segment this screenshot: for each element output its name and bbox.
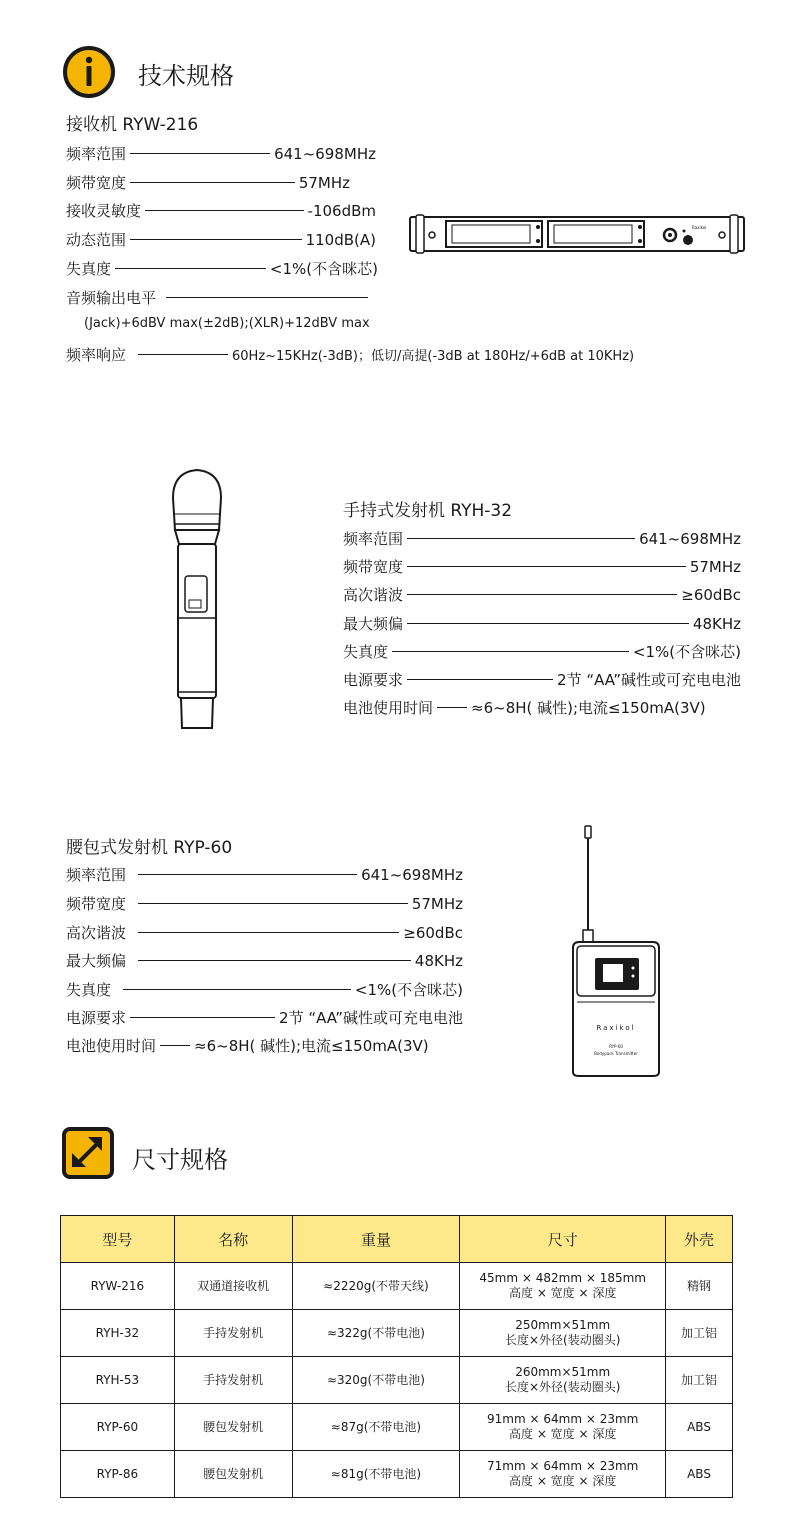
- receiver-title: 接收机 RYW-216: [66, 115, 199, 135]
- spec-value: <1%(不含咪芯): [632, 643, 741, 661]
- spec-label: 电源要求: [343, 671, 404, 689]
- spec-value: 641~698MHz: [639, 529, 741, 548]
- cell-name: 双通道接收机: [174, 1263, 292, 1310]
- receiver-spec-row: [66, 287, 372, 308]
- spec-label: 频率响应: [66, 346, 127, 364]
- spec-label: 最大频偏: [343, 615, 404, 633]
- leader-line: [130, 182, 295, 183]
- handheld-battery-row: [343, 697, 706, 718]
- spec-label: 频率范围: [66, 866, 127, 884]
- table-row: [61, 1404, 733, 1451]
- spec-value: 48KHz: [692, 614, 741, 633]
- handheld-spec-row: [343, 641, 741, 662]
- bodypack-spec-row: [66, 893, 463, 914]
- bodypack-device-image: [565, 822, 665, 1078]
- cell-name: 腰包发射机: [174, 1404, 292, 1451]
- cell-size: [460, 1451, 666, 1498]
- spec-value: 641~698MHz: [274, 144, 376, 163]
- cell-weight: ≈2220g(不带天线): [292, 1263, 460, 1310]
- leader-line: [437, 707, 467, 708]
- size-dimension-labels: 高度 × 宽度 × 深度: [509, 1474, 617, 1488]
- spec-value: ≥60dBc: [403, 923, 463, 942]
- leader-line: [166, 297, 368, 298]
- spec-value: 2节 “AA”碱性或可充电电池: [557, 671, 741, 689]
- spec-label: 频带宽度: [343, 558, 404, 576]
- tech-section-title: 技术规格: [138, 62, 234, 90]
- handheld-title: 手持式发射机 RYH-32: [343, 501, 513, 521]
- spec-label: 电源要求: [66, 1009, 127, 1027]
- spec-value: 57MHz: [689, 557, 741, 576]
- size-dimensions: 71mm × 64mm × 23mm: [487, 1459, 639, 1473]
- bodypack-spec-row: [66, 922, 463, 943]
- leader-line: [115, 268, 266, 269]
- spec-value: 110dB(A): [305, 230, 376, 249]
- leader-line: [138, 960, 411, 961]
- leader-line: [130, 153, 270, 154]
- col-header-weight: 重量: [292, 1216, 460, 1263]
- spec-label: 失真度: [343, 643, 389, 661]
- bodypack-spec-row: [66, 979, 463, 1000]
- spec-label: 最大频偏: [66, 952, 127, 970]
- receiver-spec-row: [66, 258, 378, 279]
- cell-name: 手持发射机: [174, 1357, 292, 1404]
- spec-label: 电池使用时间: [343, 699, 434, 717]
- col-header-model: 型号: [61, 1216, 175, 1263]
- size-dimension-labels: 高度 × 宽度 × 深度: [509, 1286, 617, 1300]
- receiver-brand: Raxikol: [692, 225, 707, 230]
- leader-line: [130, 1017, 275, 1018]
- cell-weight: ≈322g(不带电池): [292, 1310, 460, 1357]
- cell-name: 手持发射机: [174, 1310, 292, 1357]
- bodypack-spec-row: [66, 864, 463, 885]
- table-row: [61, 1451, 733, 1498]
- spec-label: 频率范围: [66, 145, 127, 163]
- receiver-spec-row: [66, 172, 350, 193]
- size-dimension-labels: 长度×外径(装动圈头): [504, 1333, 621, 1347]
- handheld-spec-row: [343, 584, 741, 605]
- freq-response-row: [66, 344, 634, 365]
- leader-line: [407, 679, 553, 680]
- audio-output-detail: (Jack)+6dBV max(±2dB);(XLR)+12dBV max: [84, 316, 370, 331]
- bodypack-title: 腰包式发射机 RYP-60: [66, 838, 233, 858]
- cell-weight: ≈81g(不带电池): [292, 1451, 460, 1498]
- cell-size: [460, 1404, 666, 1451]
- leader-line: [123, 989, 351, 990]
- col-header-size: 尺寸: [460, 1216, 666, 1263]
- spec-value: 2节 “AA”碱性或可充电电池: [279, 1009, 463, 1027]
- bodypack-caption: Bodypack Transmitter: [594, 1051, 638, 1056]
- bodypack-spec-row: [66, 950, 463, 971]
- spec-value: ≈6~8H( 碱性);电流≤150mA(3V): [194, 1037, 429, 1055]
- spec-value: 60Hz~15KHz(-3dB)；低切/高提(-3dB at 180Hz/+6dB at 10KHz): [232, 349, 635, 364]
- spec-label: 频带宽度: [66, 895, 127, 913]
- leader-line: [407, 594, 677, 595]
- spec-label: 失真度: [66, 981, 112, 999]
- expand-arrows-icon: [62, 1127, 114, 1179]
- cell-model: RYH-53: [61, 1357, 175, 1404]
- spec-value: 57MHz: [298, 173, 350, 192]
- size-dimension-labels: 长度×外径(装动圈头): [504, 1380, 621, 1394]
- receiver-spec-row: [66, 200, 376, 221]
- leader-line: [407, 566, 686, 567]
- spec-label: 频率范围: [343, 530, 404, 548]
- table-header-row: [61, 1216, 733, 1263]
- size-table: [60, 1215, 733, 1498]
- leader-line: [138, 932, 399, 933]
- info-icon: [63, 46, 115, 98]
- handheld-spec-row: [343, 613, 741, 634]
- spec-value: <1%(不含咪芯): [354, 981, 463, 999]
- cell-model: RYH-32: [61, 1310, 175, 1357]
- spec-value: 48KHz: [414, 951, 463, 970]
- receiver-spec-row: [66, 143, 376, 164]
- receiver-spec-row: [66, 229, 376, 250]
- spec-label: 高次谐波: [343, 586, 404, 604]
- leader-line: [130, 239, 302, 240]
- spec-value: ≈6~8H( 碱性);电流≤150mA(3V): [471, 699, 706, 717]
- leader-line: [138, 874, 357, 875]
- size-dimensions: 45mm × 482mm × 185mm: [479, 1271, 646, 1285]
- spec-label: 音频输出电平: [66, 289, 157, 307]
- receiver-device-image: [408, 213, 746, 255]
- bodypack-model-label: RYP-60: [609, 1044, 623, 1049]
- cell-shell: 加工铝: [666, 1357, 733, 1404]
- spec-label: 电池使用时间: [66, 1037, 157, 1055]
- spec-value: ≥60dBc: [681, 585, 741, 604]
- spec-value: 57MHz: [411, 894, 463, 913]
- table-row: [61, 1263, 733, 1310]
- leader-line: [407, 538, 635, 539]
- size-dimensions: 250mm×51mm: [515, 1318, 611, 1332]
- handheld-spec-row: [343, 528, 741, 549]
- spec-label: 频带宽度: [66, 174, 127, 192]
- size-section-title: 尺寸规格: [132, 1146, 228, 1174]
- spec-value: <1%(不含咪芯): [269, 260, 378, 278]
- spec-label: 动态范围: [66, 231, 127, 249]
- spec-value: 641~698MHz: [361, 865, 463, 884]
- cell-shell: 加工铝: [666, 1310, 733, 1357]
- size-dimensions: 260mm×51mm: [515, 1365, 611, 1379]
- bodypack-power-row: [66, 1007, 463, 1028]
- cell-weight: ≈87g(不带电池): [292, 1404, 460, 1451]
- cell-shell: 精钢: [666, 1263, 733, 1310]
- table-row: [61, 1310, 733, 1357]
- spec-value: -106dBm: [307, 201, 376, 220]
- leader-line: [145, 210, 304, 211]
- cell-size: [460, 1263, 666, 1310]
- spec-label: 接收灵敏度: [66, 202, 142, 220]
- handheld-power-row: [343, 669, 741, 690]
- cell-size: [460, 1357, 666, 1404]
- cell-weight: ≈320g(不带电池): [292, 1357, 460, 1404]
- spec-label: 高次谐波: [66, 924, 127, 942]
- size-dimensions: 91mm × 64mm × 23mm: [487, 1412, 639, 1426]
- leader-line: [138, 903, 408, 904]
- col-header-name: 名称: [174, 1216, 292, 1263]
- spec-label: 失真度: [66, 260, 112, 278]
- table-row: [61, 1357, 733, 1404]
- handheld-mic-image: [165, 468, 229, 732]
- leader-line: [407, 623, 689, 624]
- leader-line: [138, 354, 228, 355]
- bodypack-brand: Raxikol: [596, 1024, 636, 1032]
- leader-line: [160, 1045, 190, 1046]
- handheld-spec-row: [343, 556, 741, 577]
- cell-shell: ABS: [666, 1404, 733, 1451]
- leader-line: [392, 651, 629, 652]
- cell-shell: ABS: [666, 1451, 733, 1498]
- cell-model: RYP-86: [61, 1451, 175, 1498]
- cell-name: 腰包发射机: [174, 1451, 292, 1498]
- cell-model: RYW-216: [61, 1263, 175, 1310]
- cell-size: [460, 1310, 666, 1357]
- col-header-shell: 外壳: [666, 1216, 733, 1263]
- size-dimension-labels: 高度 × 宽度 × 深度: [509, 1427, 617, 1441]
- bodypack-battery-row: [66, 1035, 429, 1056]
- cell-model: RYP-60: [61, 1404, 175, 1451]
